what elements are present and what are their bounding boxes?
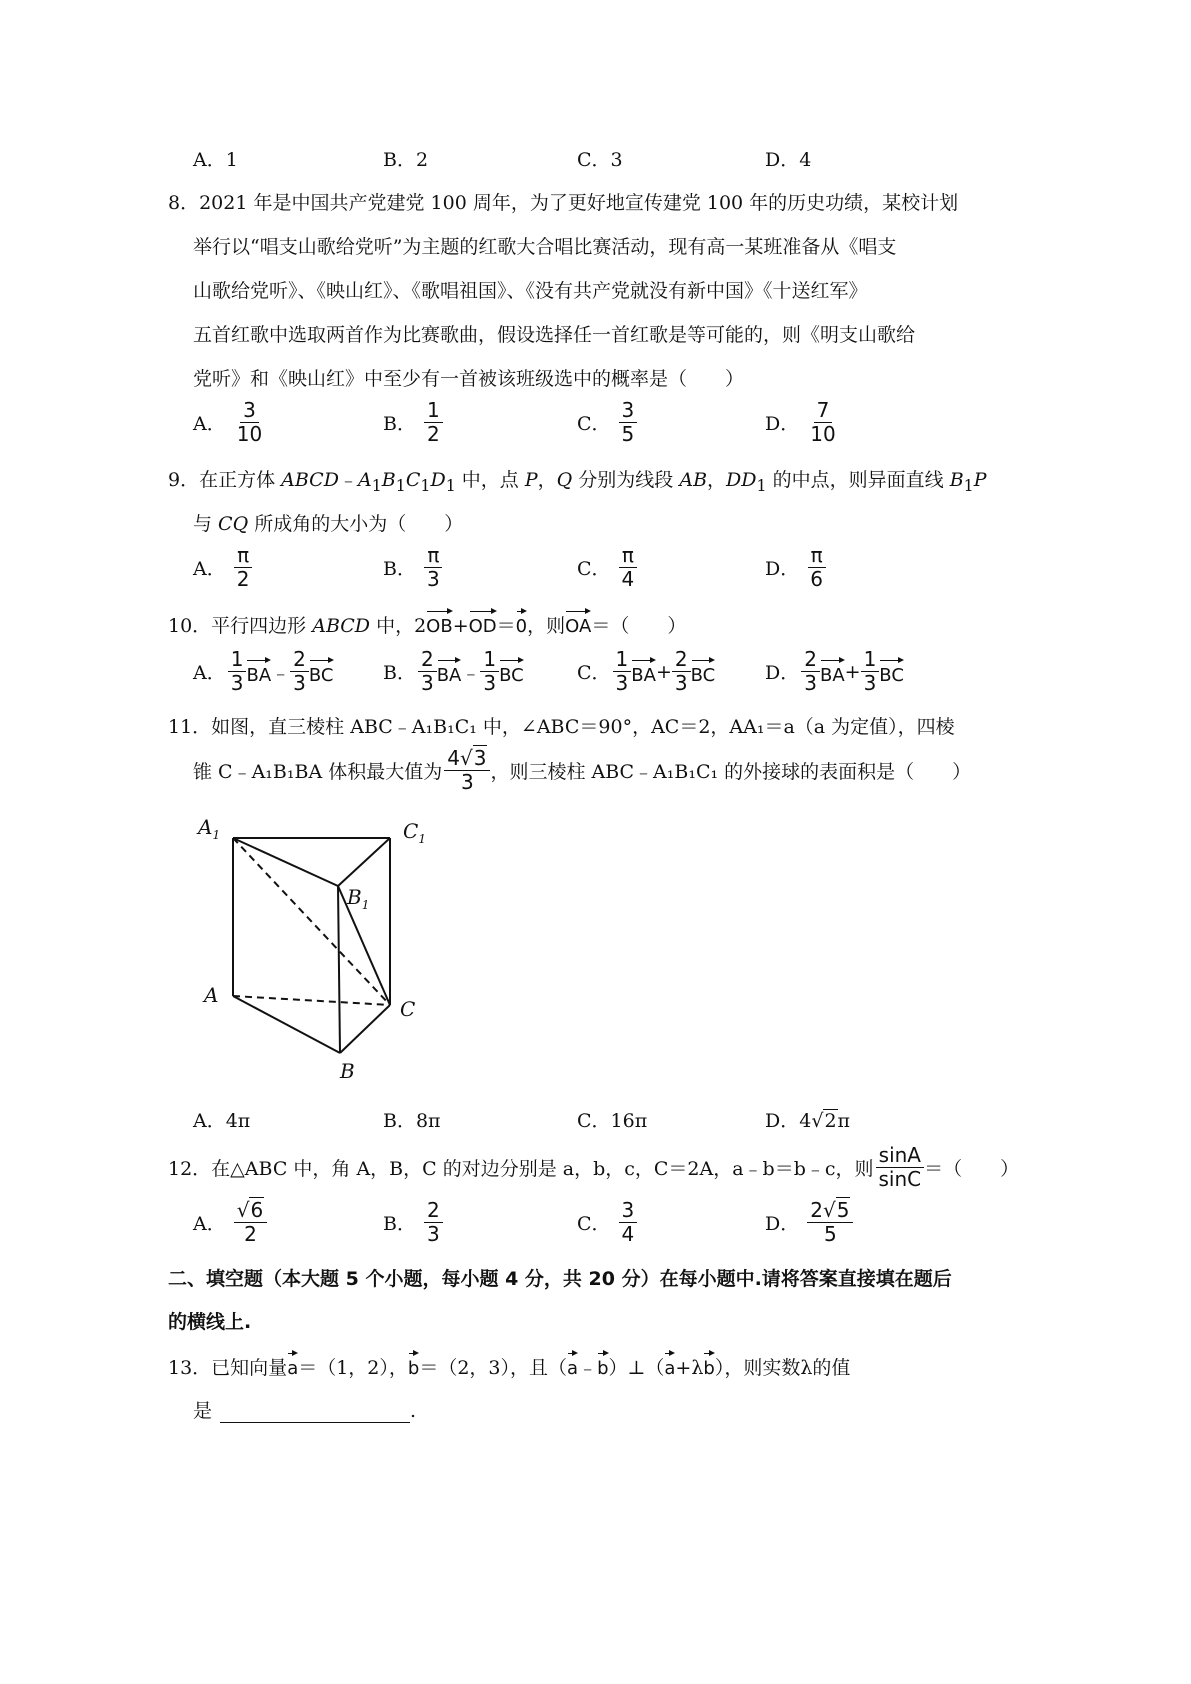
q11-option-d: D．4√2π	[765, 1110, 851, 1132]
q12-option-b: B． $\frac{2}{3}$	[383, 1200, 443, 1245]
q8-line-1: 8．2021 年是中国共产党建党 100 周年，为了更好地宣传建党 100 年的历史功绩，某校计划	[168, 192, 959, 214]
q8-option-c: C． $\frac{3}{5}$	[577, 400, 637, 445]
q9-option-b: B． $\frac{\pi}{3}$	[383, 545, 443, 590]
q11-option-b: B．8π	[383, 1110, 441, 1132]
q7-option-c: C．3	[577, 149, 623, 171]
q10-stem: 10．平行四边形 ABCD 中，2OB+OD＝0，则OA＝（ ）	[168, 608, 686, 638]
q11-option-c: C．16π	[577, 1110, 648, 1132]
fraction: $\frac{\pi}{3}$	[424, 545, 443, 590]
q12-option-d: D． $\frac{2√5}{5}$	[765, 1200, 853, 1245]
q7-option-d: D．4	[765, 149, 812, 171]
fraction: $\frac{3}{10}$	[236, 398, 263, 446]
fraction: $\frac{\pi}{2}$	[234, 545, 253, 590]
q8-line-4: 五首红歌中选取两首作为比赛歌曲，假设选择任一首红歌是等可能的，则《明支山歌给	[193, 324, 916, 346]
label-a1: $A_1$	[198, 815, 221, 842]
label-a: A	[204, 983, 219, 1007]
q8-line-5: 党听》和《映山红》中至少有一首被该班级选中的概率是（ ）	[193, 368, 745, 390]
fraction: $\frac{\pi}{4}$	[619, 545, 638, 590]
label-c1: $C_1$	[403, 819, 426, 846]
q8-line-2: 举行以“唱支山歌给党听”为主题的红歌大合唱比赛活动，现有高一某班准备从《唱支	[193, 236, 897, 258]
q8-option-b: B． $\frac{1}{2}$	[383, 400, 443, 445]
q7-option-a: A．1	[193, 149, 238, 171]
q11-option-a: A．4π	[193, 1110, 251, 1132]
fraction: $\frac{3}{5}$	[619, 400, 638, 445]
section-2-heading-line-2: 的横线上.	[168, 1311, 252, 1333]
q10-option-b: B． $\frac{2}{3}$ BA ﹣ $\frac{1}{3}$ BC	[383, 647, 524, 695]
q13-line-2: 是 .	[193, 1400, 417, 1422]
q10-option-c: C． $\frac{1}{3}$ BA + $\frac{2}{3}$ BC	[577, 647, 716, 695]
q8-line-3: 山歌给党听》、《映山红》、《歌唱祖国》、《没有共产党就没有新中国》《十送红军》	[193, 280, 868, 302]
q9-line-2: 与 CQ 所成角的大小为（ ）	[193, 513, 464, 535]
fraction: $\frac{1}{2}$	[424, 400, 443, 445]
q11-line-2: 锥 C﹣A₁B₁BA 体积最大值为 $\frac{4√3}{3}$ ，则三棱柱 ABC﹣A₁B₁C₁ 的外接球的表面积是（ ）	[193, 746, 972, 794]
label-c: C	[400, 997, 416, 1021]
q7-option-b: B．2	[383, 149, 429, 171]
q12-option-a: A． $\frac{√6}{2}$	[193, 1200, 267, 1245]
q12-option-c: C． $\frac{3}{4}$	[577, 1200, 637, 1245]
section-2-heading-line-1: 二、填空题（本大题 5 个小题，每小题 4 分，共 20 分）在每小题中.请将答案直接填在题后	[168, 1268, 952, 1290]
answer-blank[interactable]	[220, 1404, 410, 1423]
prism-figure	[190, 808, 450, 1098]
label-b1: $B_1$	[347, 885, 370, 912]
prism-diagram	[190, 808, 450, 1098]
q9-line-1: 9．在正方体 $ABCD﹣A_1B_1C_1D_1$ 中，点 P，Q 分别为线段 AB，$DD_1$ 的中点，则异面直线 $B_1P$	[168, 469, 987, 495]
q8-option-a: A． $\frac{3}{10}$	[193, 400, 265, 445]
q10-option-d: D． $\frac{2}{3}$ BA + $\frac{1}{3}$ BC	[765, 647, 904, 695]
q9-option-d: D． $\frac{\pi}{6}$	[765, 545, 826, 590]
q8-option-d: D． $\frac{7}{10}$	[765, 400, 839, 445]
q11-line-1: 11．如图，直三棱柱 ABC﹣A₁B₁C₁ 中，∠ABC＝90°，AC＝2，AA₁＝a（a 为定值），四棱	[168, 716, 955, 738]
q12-stem: 12．在△ABC 中，角 A，B，C 的对边分别是 a，b，c，C＝2A，a﹣b＝b﹣c，则 $\frac{\sin A}{\sin C}$ ＝（ ）	[168, 1143, 1020, 1191]
q10-option-a: A． $\frac{1}{3}$ BA ﹣ $\frac{2}{3}$ BC	[193, 647, 334, 695]
label-b: B	[340, 1059, 355, 1083]
fraction: $\frac{\pi}{6}$	[807, 545, 826, 590]
fraction: $\frac{7}{10}$	[810, 398, 836, 446]
q9-option-a: A． $\frac{\pi}{2}$	[193, 545, 252, 590]
q13-line-1: 13．已知向量a＝（1，2），b＝（2，3），且（a﹣b）⊥（a+λb），则实数λ的值	[168, 1350, 850, 1380]
q9-option-c: C． $\frac{\pi}{4}$	[577, 545, 637, 590]
